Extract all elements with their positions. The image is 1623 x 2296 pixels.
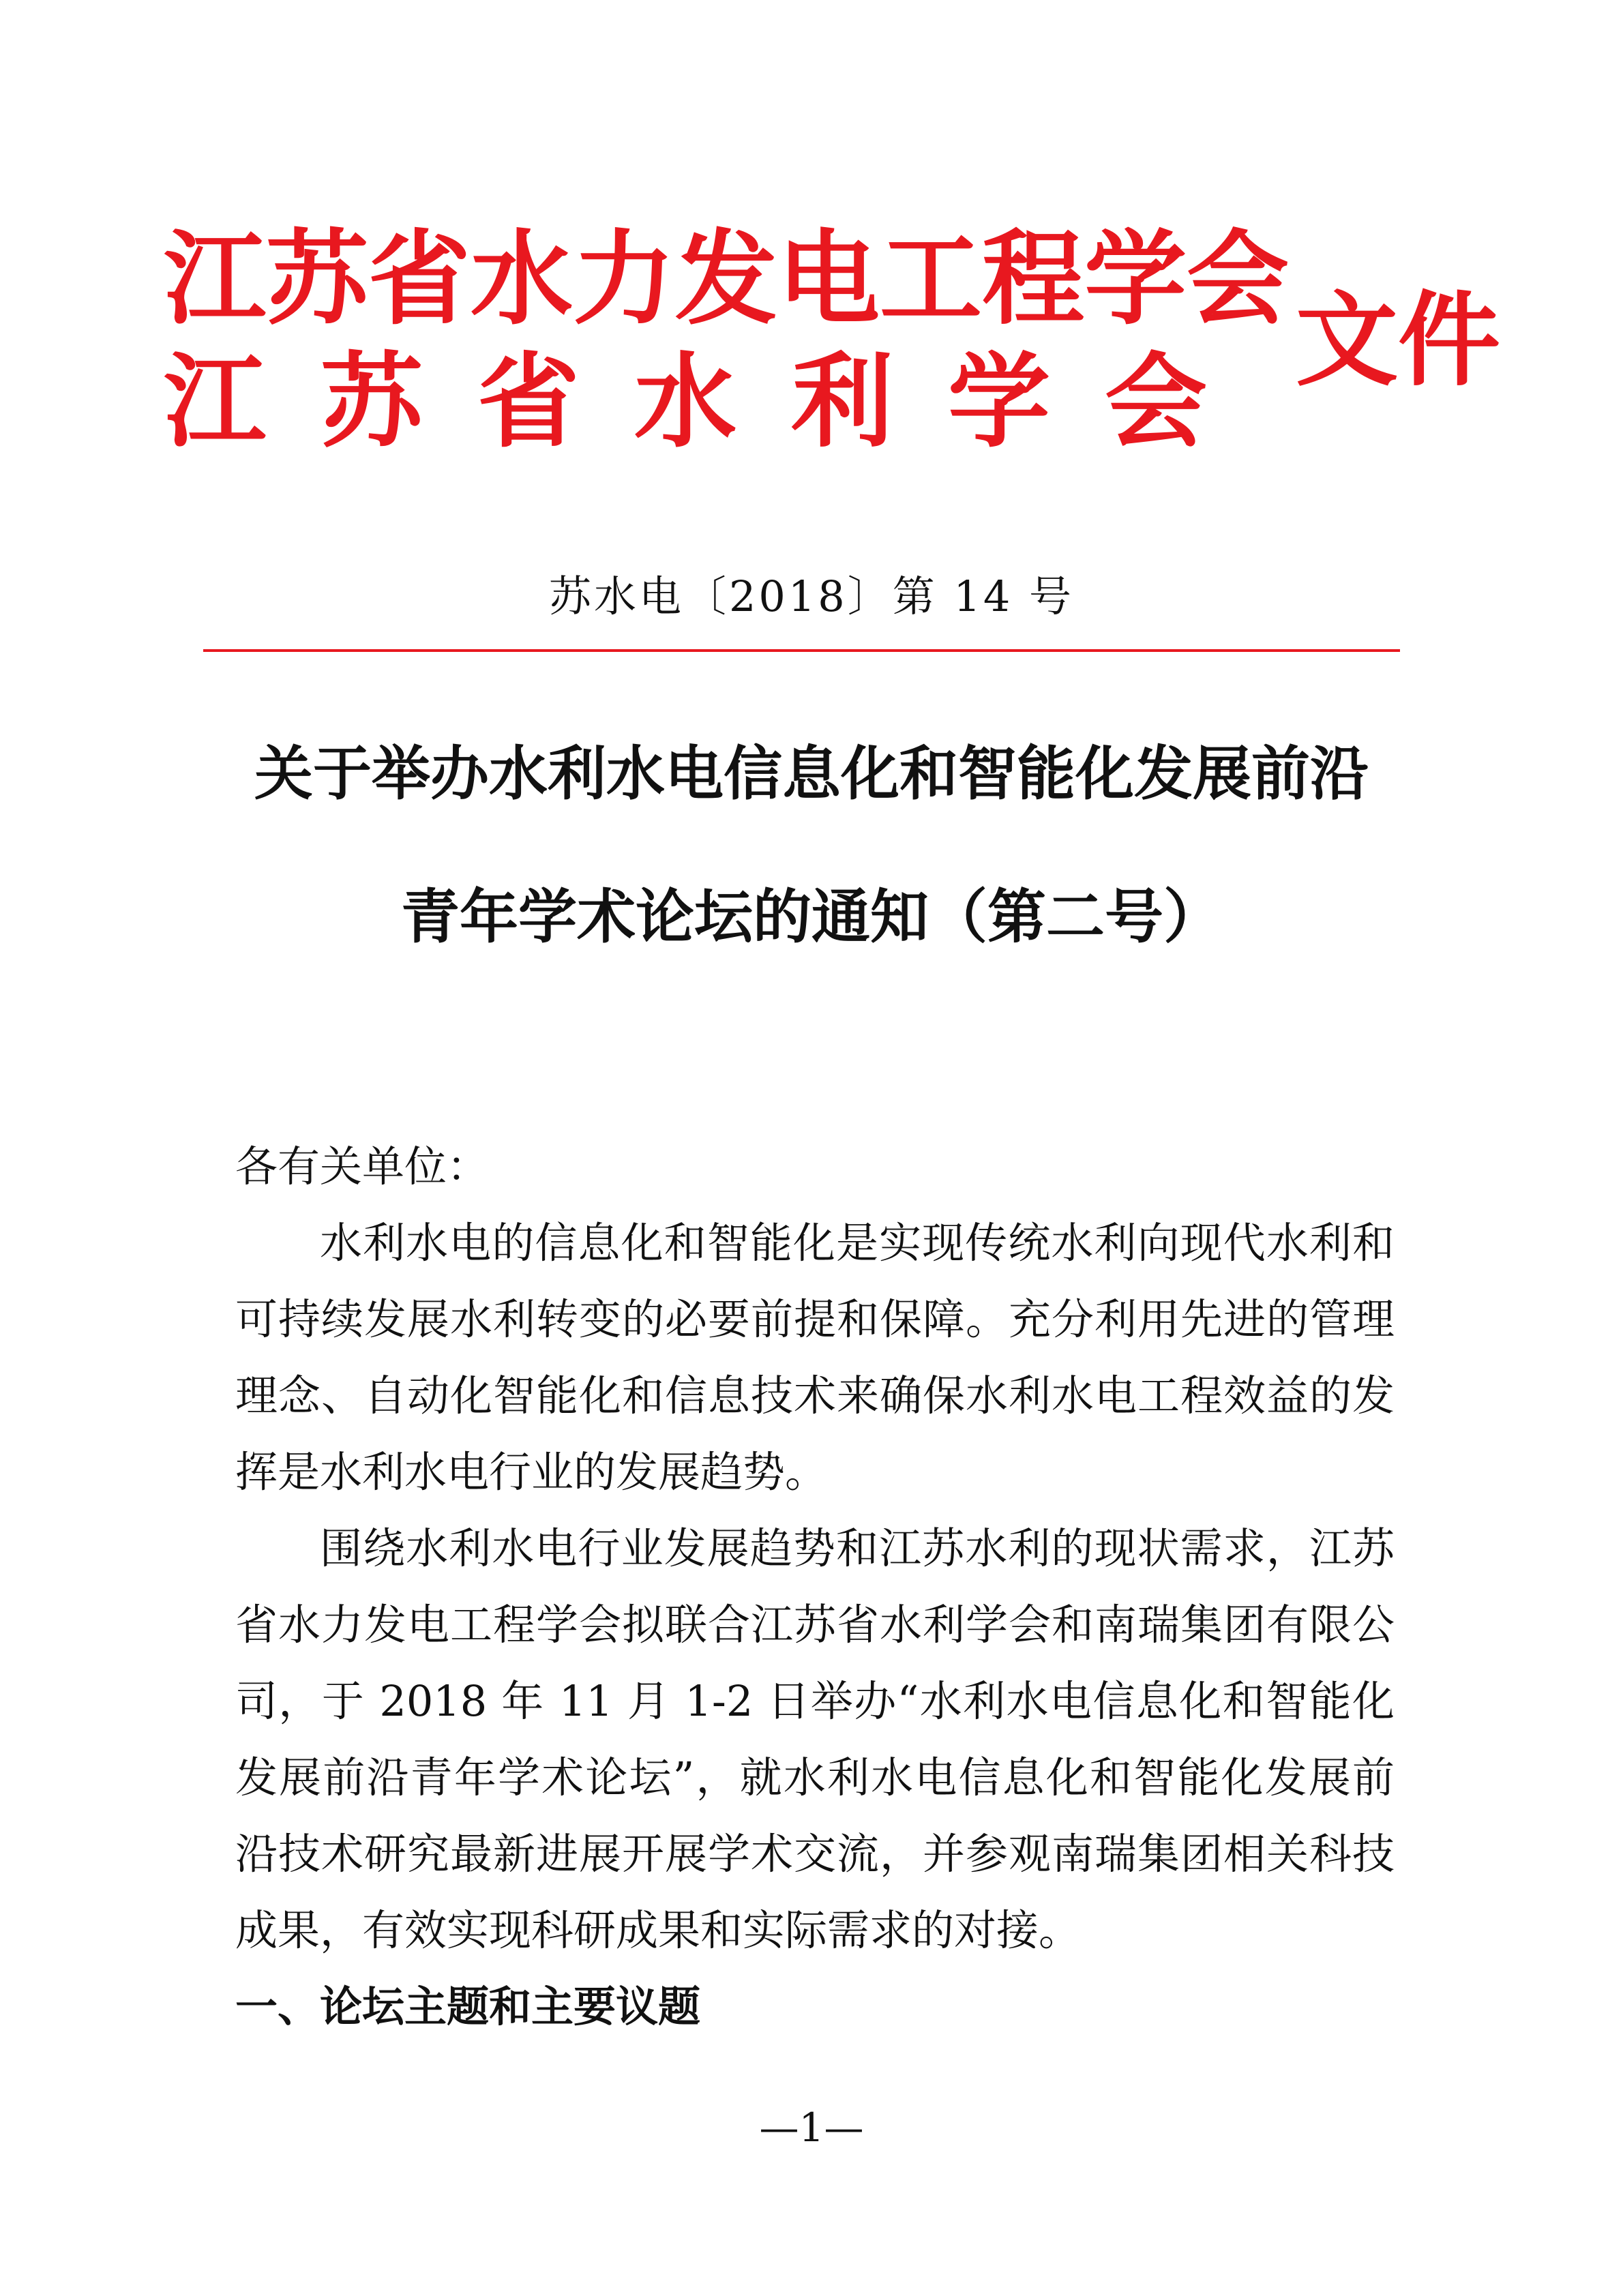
org-char: 江 (164, 343, 267, 462)
document-number: 苏水电〔2018〕第 14 号 (548, 571, 1075, 621)
org-char: 水 (634, 343, 737, 462)
page-number: —1— (759, 2104, 864, 2151)
paragraph-1: 水利水电的信息化和智能化是实现传统水利向现代水利和可持续发展水利转变的必要前提和保障。充分利用先进的管理理念、自动化智能化和信息技术来确保水利水电工程效益的发挥是水利水电行业的发展趋势。 (235, 1218, 1395, 1497)
org-name-water-resources-society (164, 343, 1214, 462)
document-title-line-1: 关于举办水利水电信息化和智能化发展前沿 (254, 739, 1369, 808)
org-char: 省 (477, 343, 580, 462)
salutation: 各有关单位： (235, 1142, 490, 1191)
org-char: 学 (948, 343, 1051, 462)
org-char: 苏 (321, 343, 423, 462)
section-heading-1: 一、论坛主题和主要议题 (235, 1982, 701, 2031)
document-body (235, 1129, 1395, 2045)
org-name-hydropower-society: 江苏省水力发电工程学会 (164, 220, 1290, 339)
document-title-line-2: 青年学术论坛的通知（第二号） (401, 882, 1222, 951)
org-char: 利 (791, 343, 894, 462)
document-header (164, 220, 1501, 471)
paragraph-2: 围绕水利水电行业发展趋势和江苏水利的现状需求，江苏省水力发电工程学会拟联合江苏省水利学会和南瑞集团有限公司，于 2018 年 11 月 1-2 日举办“水利水电信息化和智能化发展前沿青年学术论坛”，就水利水电信息化和智能化发展前沿技术研究最新进展开展学术交流，并参观南瑞集团相关科技成果，有效实现科研成果和实际需求的对接。 (235, 1523, 1395, 1955)
org-char: 会 (1105, 343, 1208, 462)
red-divider (203, 649, 1400, 652)
document-word: 文件 (1296, 282, 1501, 400)
